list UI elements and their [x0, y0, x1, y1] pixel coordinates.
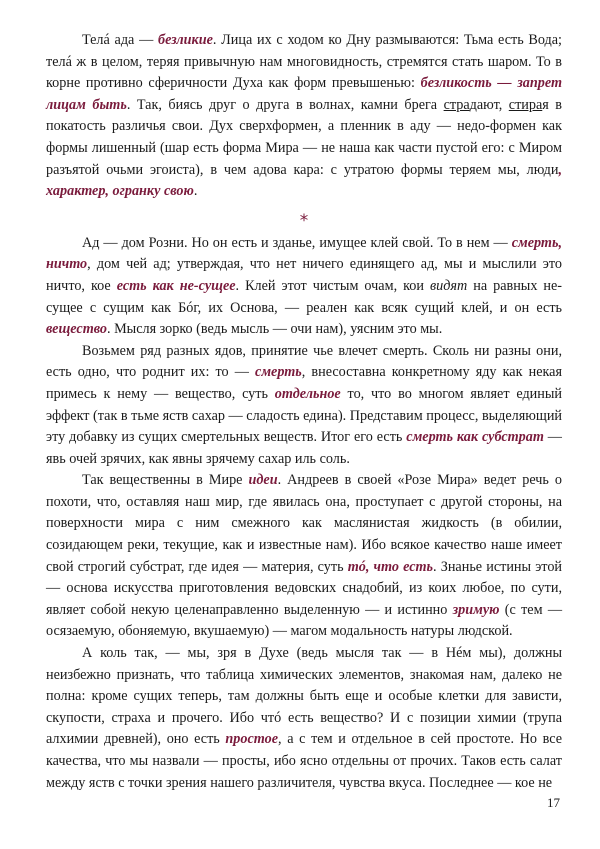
paragraph-2 — [46, 233, 562, 341]
text: А коль так, — мы, зря в Духе (ведь мысля так — в Нéм мы), должны неизбежно признать, что таблица химических элементов, знакомая нам, далеко не полна: кроме сущих теперь, там должны быть еще и особые клетки для зависти, скупости, страха и прочего. Ибо чтó есть вещество? И с позиции химии (трупа алхимии древней), оно есть — [46, 645, 562, 748]
emphasis: зримую — [452, 601, 500, 618]
text: . Андреев в своей «Розе Мира» ведет речь о похоти, что, оставляя наш мир, где явилась она, проступает с другой стороны, на поверхности мира с ним смежного как маслянистая жидкость (в обилии, созидающем реки, текущие, как и известные нам). Ибо всякое качество наше имеет свой строгий субстрат, где идея — материя, суть — [46, 472, 562, 575]
underlined-text: стра — [443, 96, 470, 113]
text: . — [193, 183, 198, 200]
text: , внесоставна конкретному яду как некая примесь к нему — вещество, суть — [46, 364, 562, 402]
emphasis: тó, что есть — [347, 558, 434, 575]
emphasis: отдельное — [274, 385, 341, 402]
text: , а с тем и отдельное в сей простоте. Но все качества, что мы назвали — просты, ибо ясно отдельны от прочих. Таков есть салат между яств с точки зрения нашего различителя, чувства вкуса. Последнее — кое не — [46, 731, 563, 791]
emphasis: безликие — [157, 32, 213, 48]
text: . Лица их с ходом ко Дну размываются: Тьма есть Вода; телá ж в целом, теряя привычную нам многовидность, стремятся стать шаром. То в корне противно сферичности Духа как форм превышенью: — [46, 32, 562, 92]
paragraph-5 — [46, 643, 562, 794]
emphasis: смерть — [255, 364, 302, 381]
text: . Знанье истины этой — основа искусства приготовления ведовских снадобий, из коих любое, по сути, являет собой некую целенаправленно выделенную — и истинно — [46, 558, 563, 618]
text: , дом чей ад; утверждая, что нет ничего единящего ад, мы и мыслили это ничто, кое — [46, 256, 562, 294]
emphasis: идеи — [248, 472, 278, 489]
text: Телá ада — — [82, 32, 158, 48]
emphasis: есть как не-сущее — [116, 277, 236, 294]
emphasis: смерть как субстрат — [406, 429, 544, 446]
text: Так вещественны в Мире — [82, 472, 249, 489]
italic-text: видят — [429, 277, 468, 294]
paragraph-4 — [46, 470, 562, 643]
text: . Мысля зорко (ведь мысль — очи нам), уясним это мы. — [106, 321, 443, 338]
underlined-text: стира — [508, 96, 543, 113]
text: я в покатость различья свои. Дух сверхформен, а пленник в аду — недо-формен как формы лишенный (шар есть форма Мира — не наша как части пустой его: с Миром разъятой очьми эгоиста), в чем адова кара: с утратою формы теряем мы, люди — [46, 96, 562, 178]
text: . Так, биясь друг о друга в волнах, камни брега — [126, 96, 444, 113]
paragraph-1 — [46, 30, 562, 203]
text: то, что во многом являет единый эффект (так в тьме яств сахар — сладость едина). Представим процесс, выделяющий эту добавку из сущих смертельных веществ. Итог его есть — [46, 385, 562, 446]
text: Возьмем ряд разных ядов, принятие чье влечет смерть. Сколь ни разны они, есть одно, что роднит их: то — — [46, 342, 562, 381]
text: дают, — [469, 96, 509, 113]
paragraph-3 — [46, 341, 562, 471]
document-page — [46, 30, 562, 794]
emphasis: безликость — запрет лицам быть — [46, 75, 562, 113]
text: — явь очей зрячих, как явны зрячему сахар иль соль. — [46, 429, 562, 467]
emphasis: простое — [225, 731, 279, 748]
text: . Клей этот чистым очам, кои — [235, 277, 430, 294]
text: (с тем — осязаемую, обоняемую, вкушаемую) — магом модальность натуры людской. — [46, 601, 563, 640]
text: на равных не-сущее с сущим как Бóг, их Основа, — реален как всяк сущий клей, и он есть — [46, 277, 563, 316]
emphasis: , характер, огранку свою — [46, 161, 562, 200]
emphasis: вещество — [46, 321, 107, 338]
section-separator-asterisk: * — [299, 210, 309, 231]
emphasis: смерть, ничто — [46, 234, 562, 273]
text: Ад — дом Розни. Но он есть и зданье, имущее клей свой. То в нем — — [82, 234, 512, 251]
page-number: 17 — [547, 795, 560, 810]
